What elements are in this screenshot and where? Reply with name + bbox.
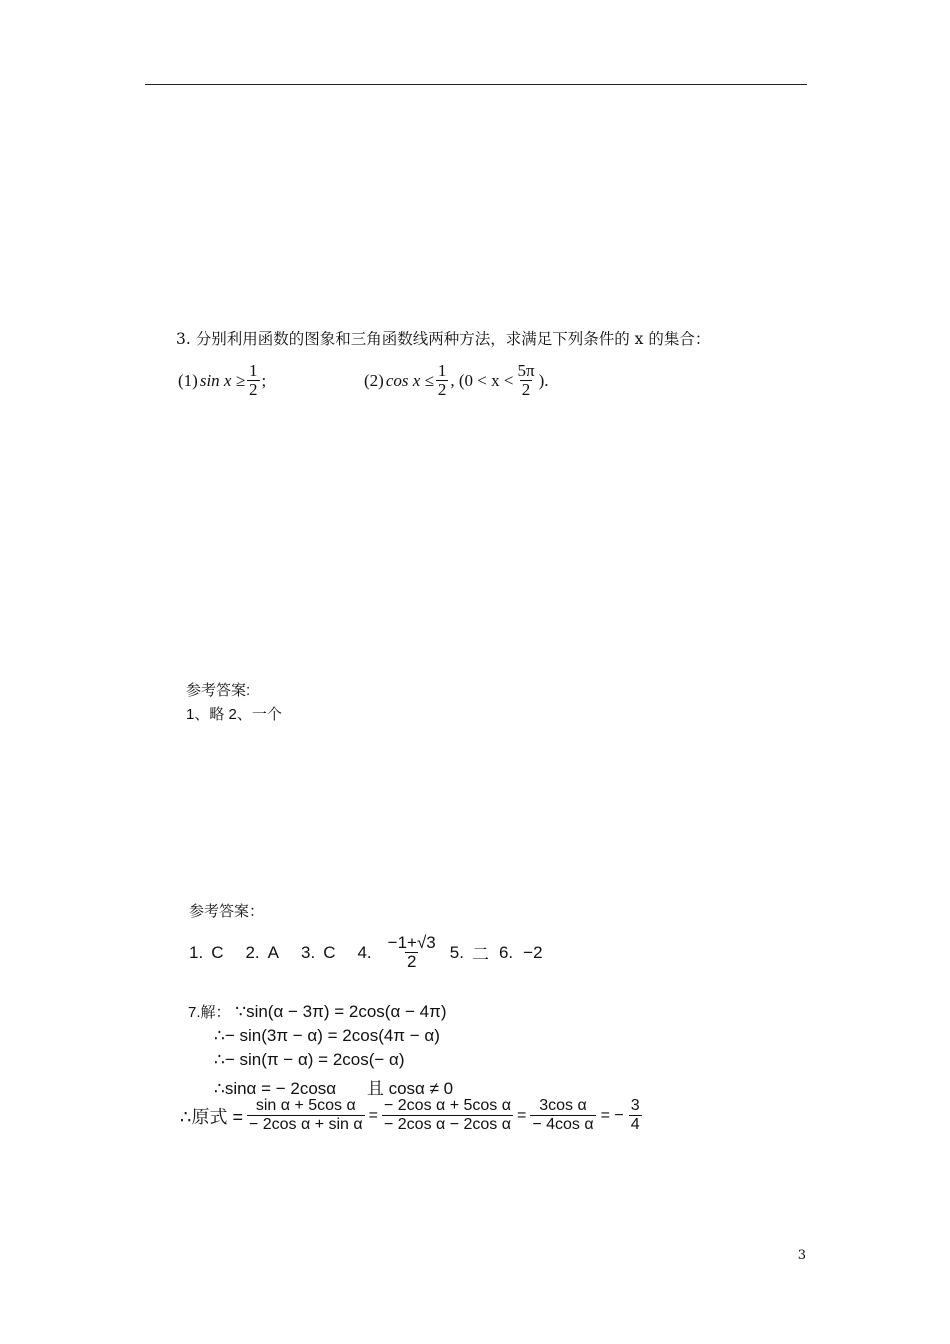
solution-7-condition: 且 cosα ≠ 0 [366,1079,454,1098]
final-fraction-1-numerator: sin α + 5cos α [255,1097,356,1114]
part2-prefix: (2) [364,370,384,390]
part1-denominator: 2 [249,379,258,399]
final-fraction-1-denominator: − 2cos α + sin α [248,1115,363,1133]
final-fraction-2-denominator: − 2cos α − 2cos α [383,1115,511,1133]
part2-bound-denominator: 2 [521,379,531,399]
part2-fraction [436,362,449,400]
part2-suffix: ). [538,370,549,390]
answer-6-value: −2 [523,942,543,962]
answers-2-choices [189,934,543,972]
final-fraction-4-denominator: 4 [630,1115,640,1133]
answer-1-label: 1. [189,942,204,962]
answer-4-denominator: 2 [406,951,417,971]
answer-4-numerator: −1+√3 [387,933,436,952]
part1-numerator: 1 [249,361,258,380]
answer-3-value: C [323,942,336,962]
part1-prefix: (1) [178,370,198,390]
solution-7-step-4-main: ∴sinα = − 2cosα [214,1079,337,1098]
solution-7-final [180,1098,644,1133]
part2-fraction-bound [515,362,536,400]
solution-7-step-1: ∵sin(α − 3π) = 2cos(α − 4π) [235,1002,447,1021]
final-sign: = − [600,1106,624,1124]
answer-3-label: 3. [301,942,316,962]
final-prefix: ∴原式 = [180,1106,243,1127]
part1-fraction [247,362,260,400]
part1-expression: sin x ≥ [199,370,246,390]
answers-2-title: 参考答案： [189,903,265,920]
header-rule [145,84,807,85]
answers-1-title: 参考答案: [186,682,251,699]
final-fraction-3-denominator: − 4cos α [532,1115,594,1133]
question-3-text: 3. 分别利用函数的图象和三角函数线两种方法，求满足下列条件的 x 的集合： [176,330,711,348]
equals-1: = [368,1106,378,1124]
part2-denominator: 2 [437,379,447,399]
final-fraction-2-numerator: − 2cos α + 5cos α [383,1097,511,1114]
solution-7-step-3: ∴− sin(π − α) = 2cos(− α) [214,1050,405,1069]
part2-bound-numerator: 5π [517,361,535,380]
final-fraction-3-numerator: 3cos α [539,1097,587,1114]
answer-2-value: A [267,942,279,962]
part2-middle: , (0 < x < [450,370,514,390]
final-fraction-3 [530,1098,595,1133]
equals-2: = [517,1106,527,1124]
final-fraction-4 [629,1098,642,1133]
part2-numerator: 1 [437,361,447,380]
answer-6-label: 6. [498,942,514,962]
part2-expression: cos x ≤ [385,370,434,390]
answer-5-value: 二 [471,945,489,965]
question-3-part-1 [178,362,266,400]
part1-suffix: ; [261,370,267,390]
page-number: 3 [797,1248,806,1263]
solution-7-step-4 [214,1074,453,1099]
final-fraction-2 [382,1098,513,1133]
answer-4-label: 4. [357,942,372,962]
solution-7-step-2: ∴− sin(3π − α) = 2cos(4π − α) [214,1026,440,1045]
answer-2-label: 2. [245,942,260,962]
final-fraction-4-numerator: 3 [630,1097,640,1114]
answer-1-value: C [211,942,224,962]
question-3-part-2 [364,362,548,400]
solution-7-head: 7.解： [188,1004,231,1021]
answers-1-line: 1、略 2、一个 [186,706,282,723]
final-fraction-1 [247,1098,365,1133]
answer-4-fraction [386,934,438,972]
answer-5-label: 5. [449,942,464,962]
solution-7-line-1 [188,1001,447,1022]
